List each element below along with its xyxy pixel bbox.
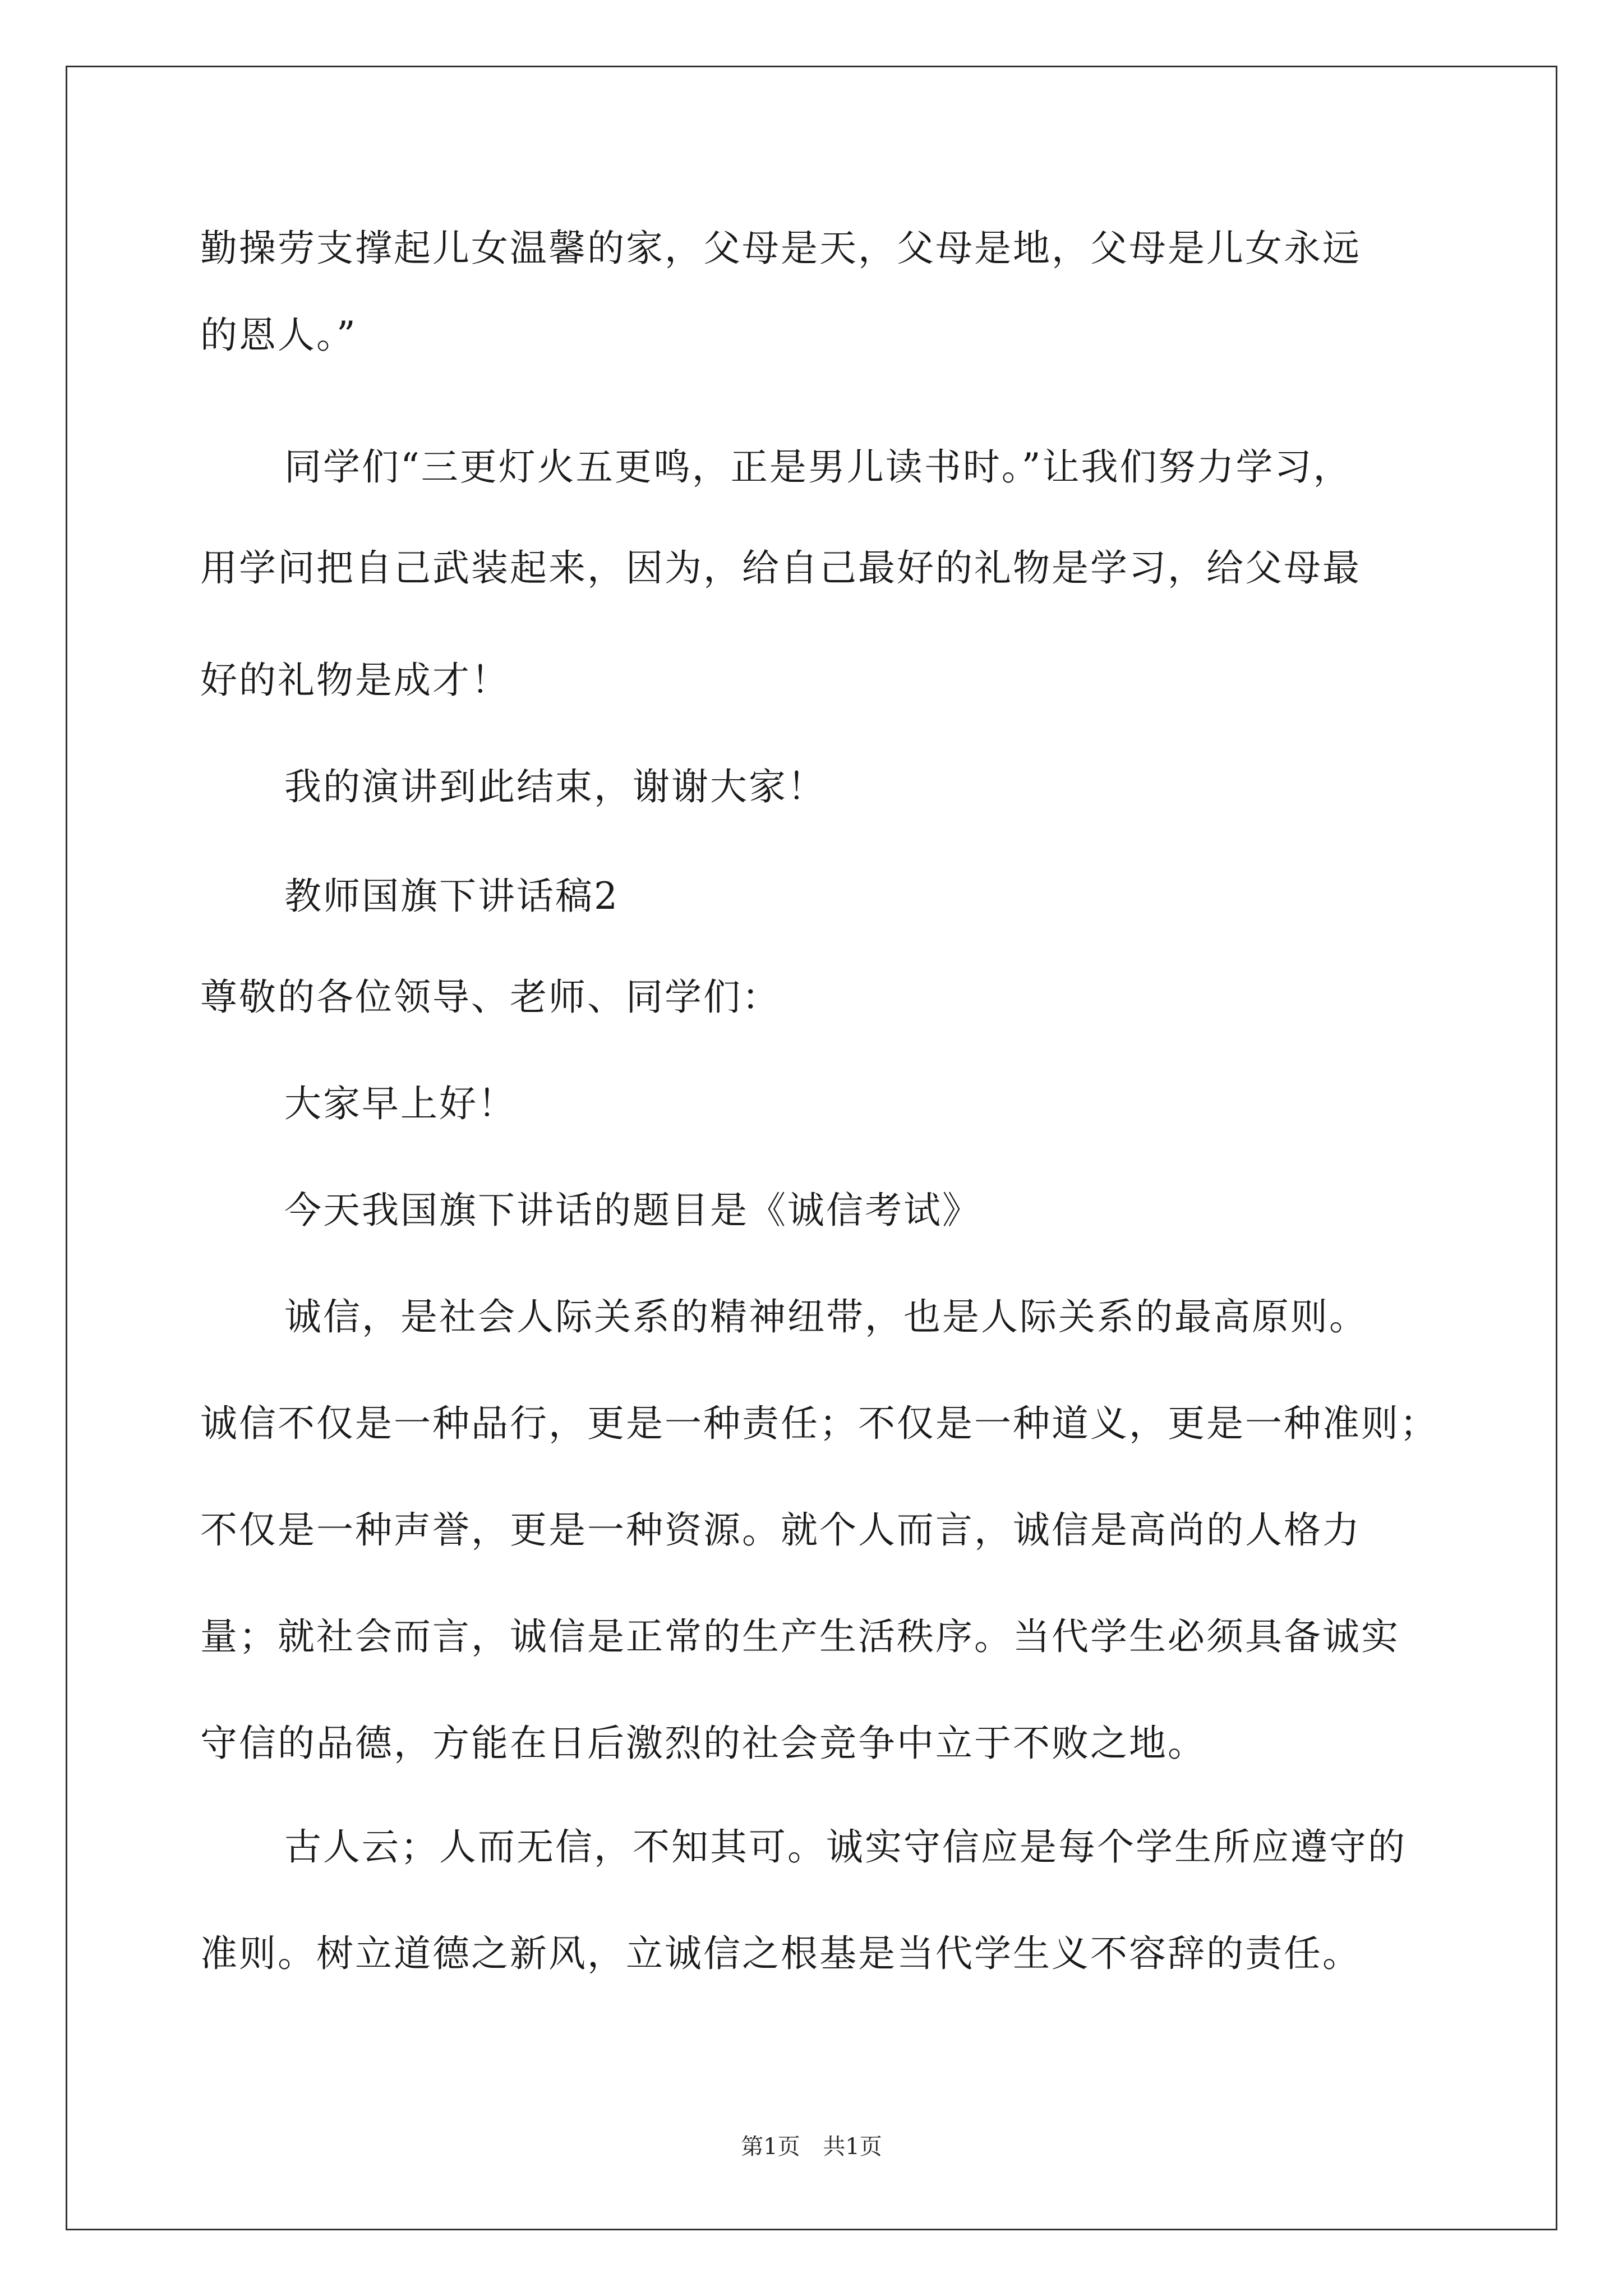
text-line: 用学问把自己武装起来，因为，给自己最好的礼物是学习，给父母最: [200, 546, 1361, 590]
page-footer: [0, 2129, 1623, 2161]
section-heading: 教师国旗下讲话稿2: [284, 875, 619, 918]
text-line: 的恩人。”: [200, 314, 357, 357]
page-total: 共1页: [823, 2134, 882, 2160]
text-line: 古人云；人而无信，不知其可。诚实守信应是每个学生所应遵守的: [284, 1825, 1407, 1869]
text-line: 同学们“三更灯火五更鸣，正是男儿读书时。”让我们努力学习，: [284, 445, 1352, 489]
text-line: 诚信，是社会人际关系的精神纽带，也是人际关系的最高原则。: [284, 1295, 1368, 1338]
text-line: 量；就社会而言，诚信是正常的生产生活秩序。当代学生必须具备诚实: [200, 1615, 1400, 1658]
text-line: 勤操劳支撑起儿女温馨的家，父母是天，父母是地，父母是儿女永远: [200, 227, 1361, 270]
text-line: 诚信不仅是一种品行，更是一种责任；不仅是一种道义，更是一种准则；: [200, 1402, 1438, 1445]
text-line: 准则。树立道德之新风，立诚信之根基是当代学生义不容辞的责任。: [200, 1932, 1361, 1975]
text-line: 我的演讲到此结束，谢谢大家！: [284, 765, 826, 808]
salutation: 尊敬的各位领导、老师、同学们：: [200, 976, 781, 1019]
page-number: 第1页: [741, 2134, 800, 2160]
text-line: 不仅是一种声誉，更是一种资源。就个人而言，诚信是高尚的人格力: [200, 1508, 1361, 1552]
text-line: 好的礼物是成才！: [200, 659, 510, 702]
text-line: 守信的品德，方能在日后激烈的社会竞争中立于不败之地。: [200, 1722, 1206, 1765]
text-line: 大家早上好！: [284, 1082, 517, 1125]
page-border: [66, 66, 1557, 2230]
text-line: 今天我国旗下讲话的题目是《诚信考试》: [284, 1189, 981, 1232]
